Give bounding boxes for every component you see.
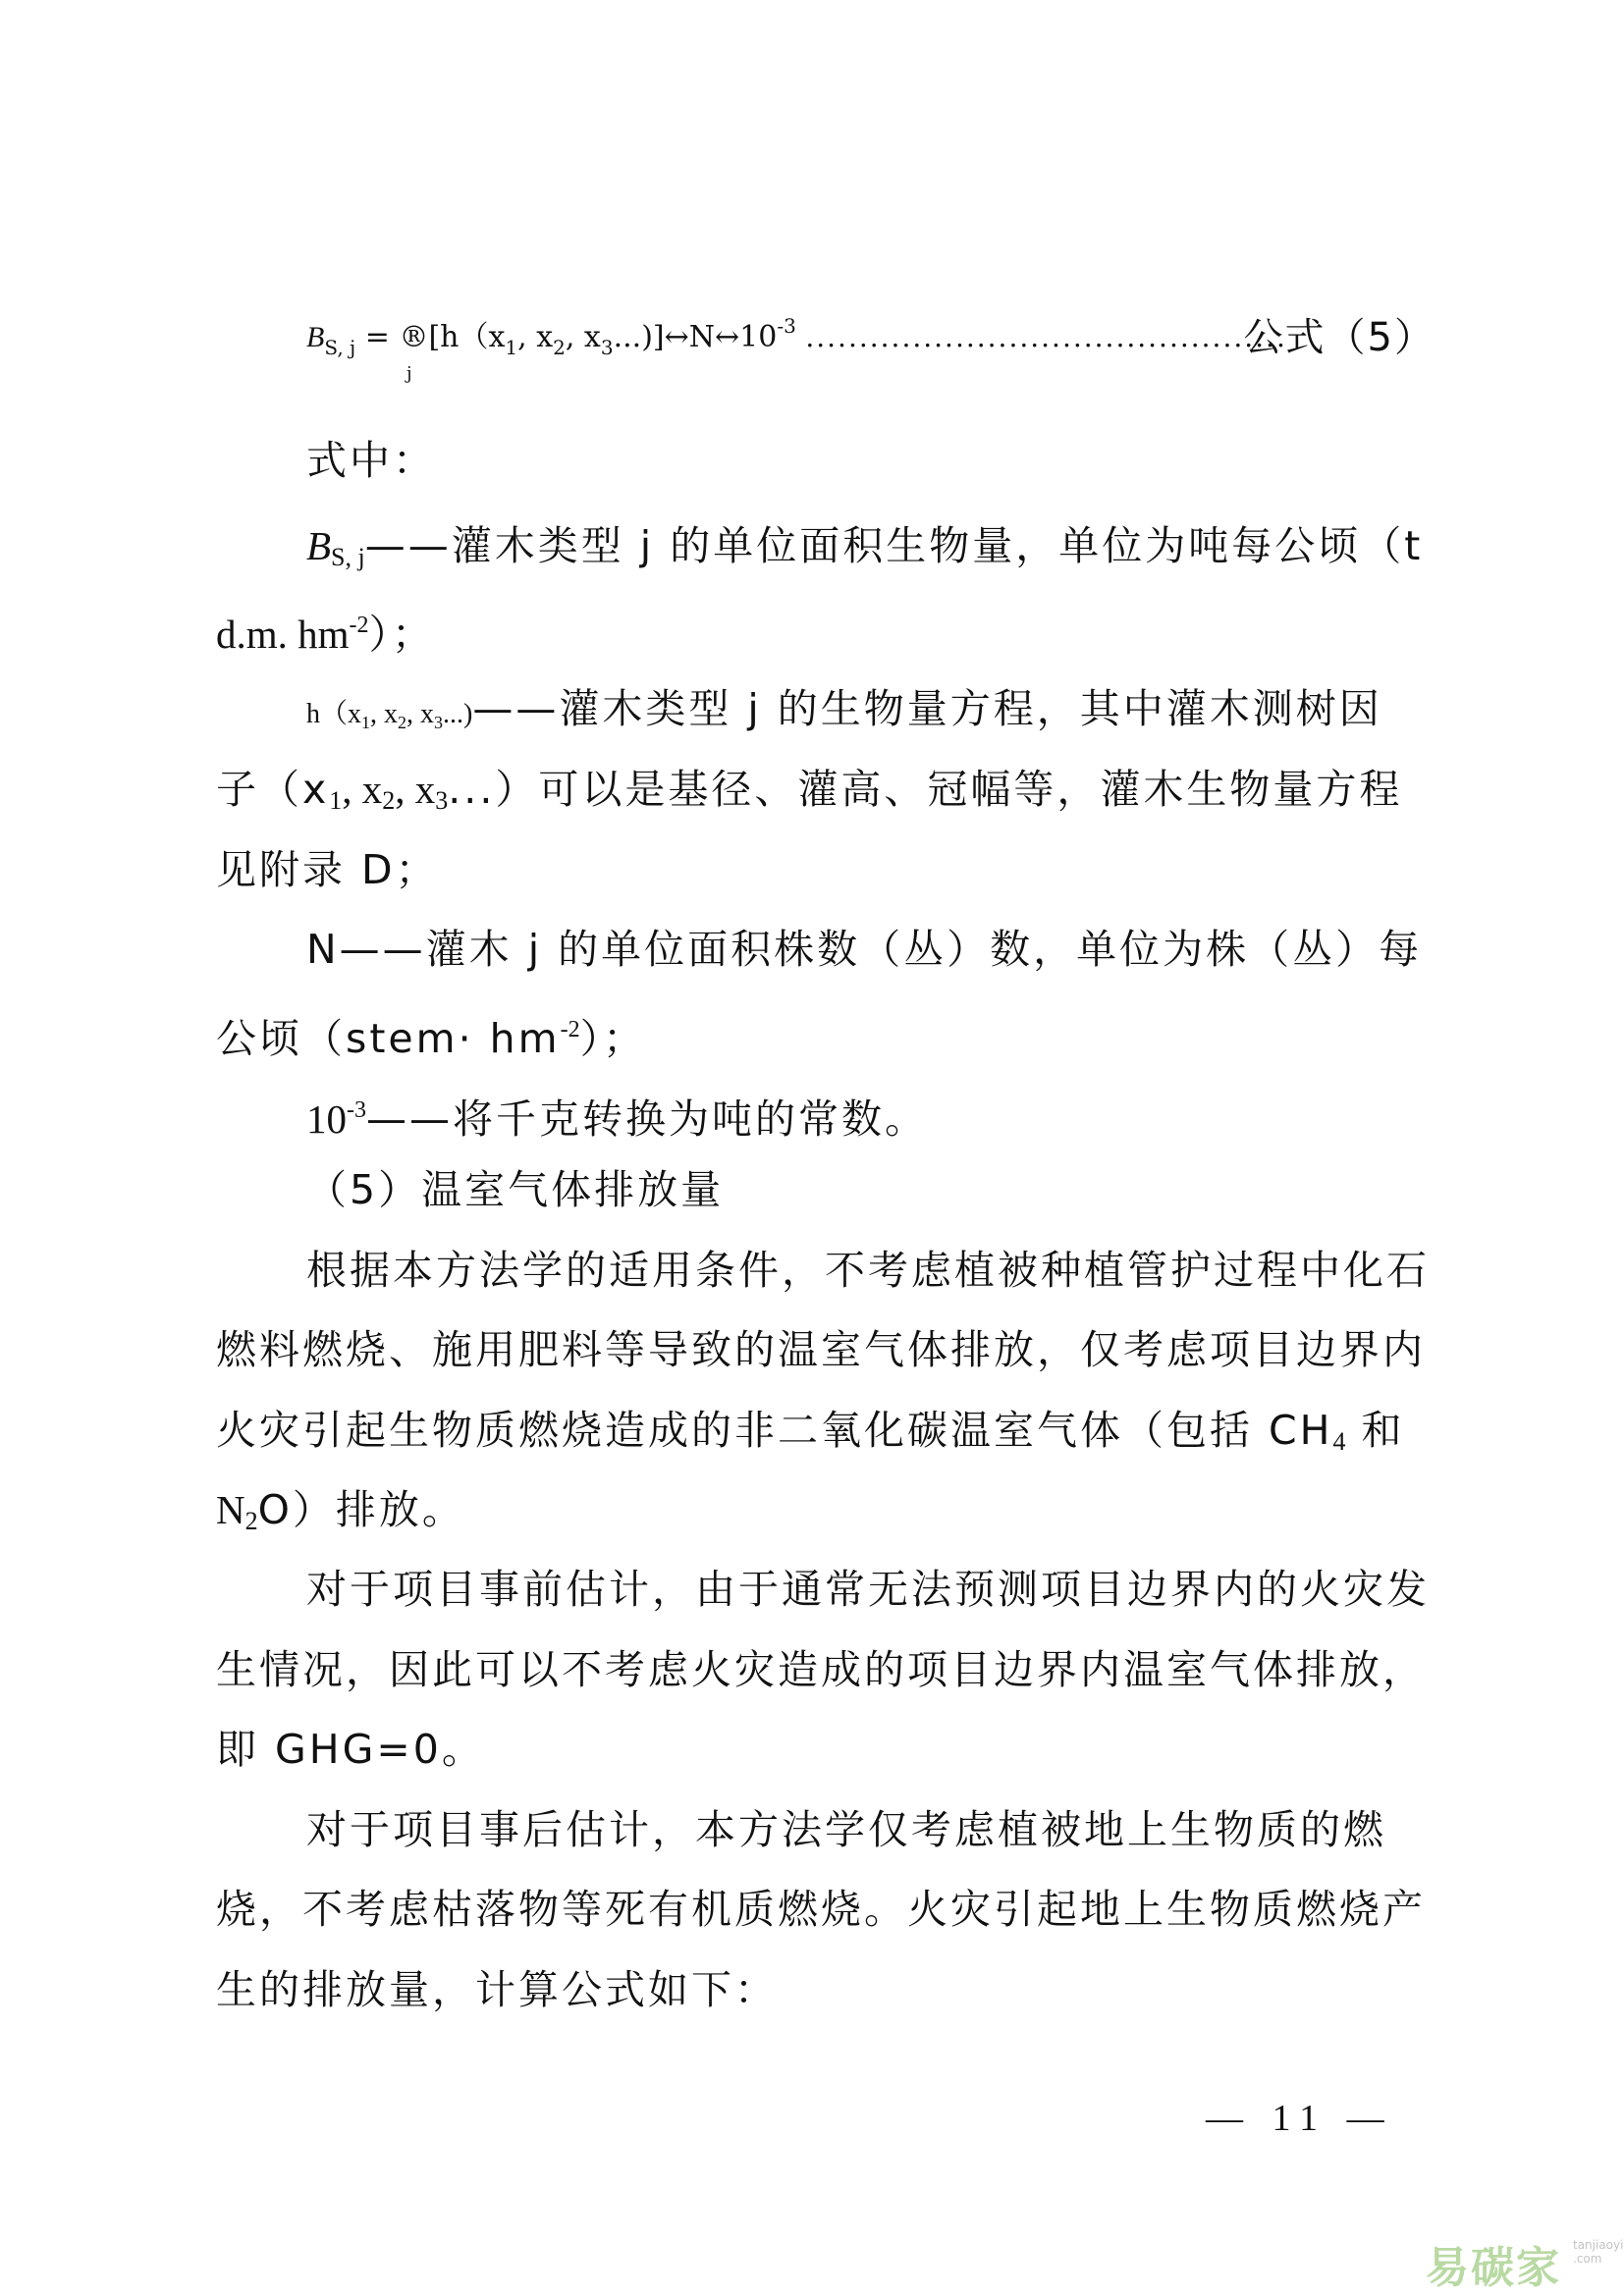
body-text: 生情况，因此可以不考虑火灾造成的项目边界内温室气体排放， xyxy=(216,1646,1426,1693)
body-text: 对于项目事后估计，本方法学仅考虑植被地上生物质的燃 xyxy=(306,1806,1386,1853)
sep: , x xyxy=(342,767,383,812)
section-heading-text: （5）温室气体排放量 xyxy=(306,1166,725,1213)
formula-x1-subscript: 1 xyxy=(505,336,518,359)
definition-text: 子（x xyxy=(216,766,330,813)
paragraph-line xyxy=(306,1804,1386,1855)
paragraph-line xyxy=(216,1004,646,1064)
paragraph-line xyxy=(306,683,1382,748)
formula-number: 公式（5） xyxy=(1243,315,1435,360)
body-text: 对于项目事前估计，由于通常无法预测项目边界内的火灾发 xyxy=(306,1566,1430,1613)
watermark-logo xyxy=(1426,2228,1624,2293)
unit-text: d.m. hm xyxy=(216,612,350,657)
paragraph-line xyxy=(216,844,439,895)
subscript: 4 xyxy=(1332,1427,1346,1456)
formula-5 xyxy=(306,312,1435,391)
subscript: 1 xyxy=(361,713,371,732)
sep: , x xyxy=(370,699,399,729)
formula-lhs: B xyxy=(306,321,325,353)
body-text: O）排放。 xyxy=(257,1486,465,1533)
paragraph-line xyxy=(216,1405,1405,1468)
section-heading xyxy=(306,1164,724,1215)
sep: , x xyxy=(406,699,435,729)
paragraph-line xyxy=(216,1884,1426,1935)
subscript: 2 xyxy=(244,1507,258,1535)
definition-text: ）； xyxy=(579,1015,647,1062)
constant-exponent: -3 xyxy=(347,1097,366,1123)
unit-exponent: -2 xyxy=(349,613,369,638)
subscript: 3 xyxy=(435,786,449,815)
unit-exponent: -2 xyxy=(560,1017,580,1042)
equation-h: h（x xyxy=(306,699,362,729)
paragraph-line xyxy=(306,520,1423,583)
formula-rhs: = ®[h（x xyxy=(355,320,506,354)
subscript: 1 xyxy=(329,786,343,815)
body-text: N xyxy=(216,1487,245,1532)
formula-leader-dots: ............................................. xyxy=(805,321,1287,353)
formula-sum-subscript: j xyxy=(406,363,412,384)
paragraph-line xyxy=(306,924,1422,975)
paragraph-line xyxy=(216,764,1402,827)
subscript: 3 xyxy=(434,713,444,732)
paragraph-line xyxy=(306,435,436,486)
paragraph-line xyxy=(216,1644,1426,1695)
paragraph-line xyxy=(216,1484,465,1547)
body-text: 火灾引起生物质燃烧造成的非二氧化碳温室气体（包括 CH xyxy=(216,1407,1333,1454)
paragraph-line xyxy=(306,1564,1430,1615)
paragraph-line xyxy=(306,1245,1430,1296)
definition-text: ）； xyxy=(368,611,436,658)
paragraph-line xyxy=(216,1964,778,2015)
definition-text: ——将千克转换为吨的常数。 xyxy=(366,1095,928,1143)
symbol-B-subscript: S, j xyxy=(331,543,365,571)
definition-text: ——灌木类型 j 的单位面积生物量，单位为吨每公顷（t xyxy=(364,522,1424,569)
formula-sep: , x xyxy=(517,320,554,354)
formula-x2-subscript: 2 xyxy=(553,336,566,359)
symbol-B: B xyxy=(306,523,332,568)
body-text: 即 GHG=0。 xyxy=(216,1726,485,1773)
body-text: 燃料燃烧、施用肥料等导致的温室气体排放，仅考虑项目边界内 xyxy=(216,1326,1426,1373)
definition-text: ...）可以是基径、灌高、冠幅等，灌木生物量方程 xyxy=(448,766,1403,813)
body-text: 根据本方法学的适用条件，不考虑植被种植管护过程中化石 xyxy=(306,1247,1430,1294)
paragraph-line xyxy=(216,600,435,660)
subscript: 2 xyxy=(382,786,396,815)
formula-exponent: -3 xyxy=(777,314,796,338)
watermark-url: tanjiaoyi .com xyxy=(1573,2238,1624,2266)
body-text: 生的排放量，计算公式如下： xyxy=(216,1966,778,2013)
paragraph-line xyxy=(306,1085,928,1145)
subscript: 2 xyxy=(398,713,407,732)
body-text: 和 xyxy=(1345,1407,1405,1454)
definition-text: 公顷（stem· hm xyxy=(216,1015,561,1062)
formula-lhs-subscript: S, j xyxy=(324,336,356,359)
body-text: 烧，不考虑枯落物等死有机质燃烧。火灾引起地上生物质燃烧产 xyxy=(216,1886,1426,1933)
definition-text: ——灌木类型 j 的生物量方程，其中灌木测树因 xyxy=(472,685,1382,732)
page-number: — 11 — xyxy=(1206,2098,1394,2139)
formula-rhs-tail: ...)]↔N↔10 xyxy=(613,320,778,354)
definition-text: 见附录 D； xyxy=(216,846,439,893)
paragraph-line xyxy=(216,1724,485,1775)
definition-text: N——灌木 j 的单位面积株数（丛）数，单位为株（丛）每 xyxy=(306,926,1423,973)
watermark-logo-text: 易碳家 xyxy=(1426,2243,1561,2293)
where-label: 式中： xyxy=(306,437,436,484)
paragraph-line xyxy=(216,1324,1426,1375)
constant: 10 xyxy=(306,1096,347,1142)
ellipsis: ...) xyxy=(443,699,473,729)
equation-symbol xyxy=(306,699,473,732)
formula-sep: , x xyxy=(565,320,601,354)
formula-x3-subscript: 3 xyxy=(600,336,614,359)
sep: , x xyxy=(395,767,436,812)
